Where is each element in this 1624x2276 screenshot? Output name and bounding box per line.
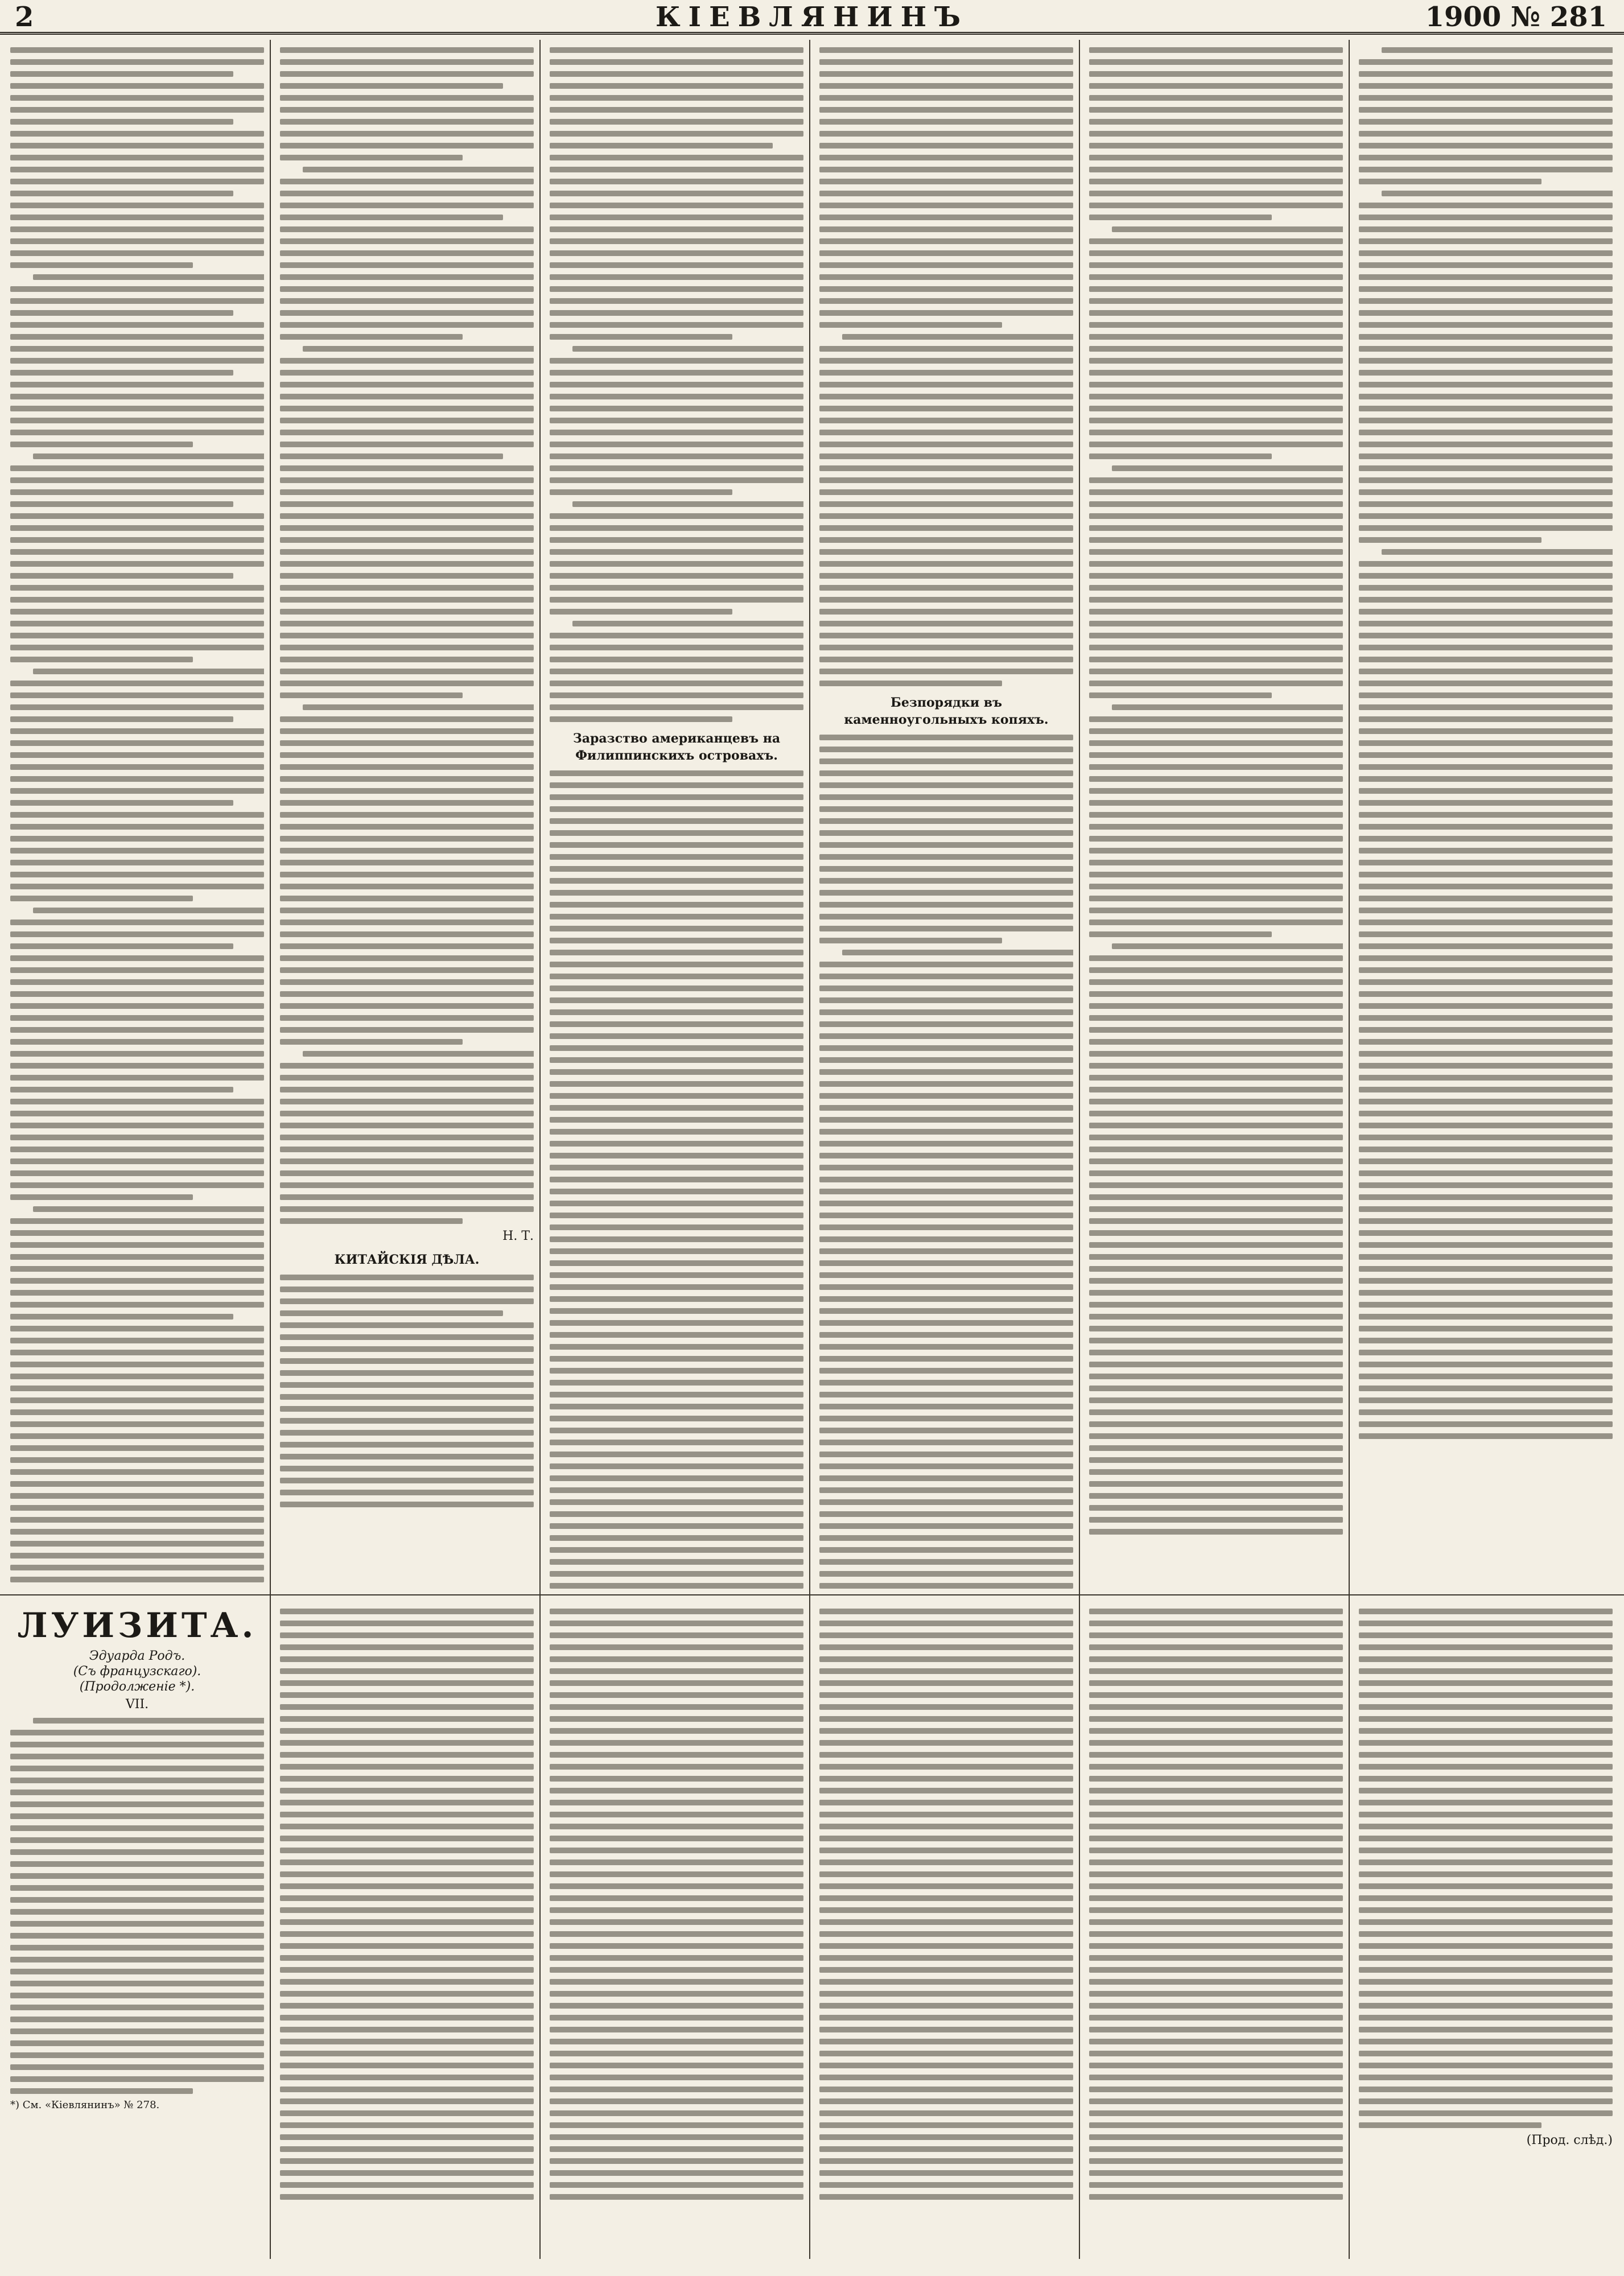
feuilleton-column-3	[550, 1602, 803, 2268]
masthead	[0, 0, 1624, 35]
feuilleton-title: ЛУИЗИТА.	[17, 1606, 257, 1646]
page-number: 2	[15, 1, 34, 33]
feuilleton-column-5	[1089, 1602, 1343, 2268]
column-2	[280, 41, 534, 1589]
feuilleton-column-1	[10, 1602, 264, 2268]
feuilleton-translation: (Съ французскаго).	[73, 1664, 201, 1679]
column-rule	[270, 40, 271, 2259]
column-rule	[1349, 40, 1350, 2259]
feuilleton-separator	[0, 1594, 1624, 1595]
column-rule	[1079, 40, 1080, 2259]
feuilleton-chapter: VII.	[125, 1697, 149, 1712]
feuilleton-column-6	[1359, 1602, 1613, 2268]
feuilleton-author: Эдуарда Родъ.	[89, 1649, 186, 1663]
column-4	[819, 41, 1073, 1589]
column-rule	[539, 40, 541, 2259]
heading-chinese-affairs: КИТАЙСКІЯ ДѢЛА.	[334, 1252, 480, 1267]
feuilleton-continuation: (Продолженіе *).	[79, 1680, 195, 1694]
column-rule	[809, 40, 810, 2259]
issue-date-number: 1900 № 281	[1425, 1, 1607, 33]
article-signature: Н. Т.	[502, 1229, 534, 1243]
heading-philippines: Заразство американцевъ на Филиппинскихъ островахъ.	[572, 731, 781, 763]
column-5	[1089, 41, 1343, 1589]
feuilleton-column-2	[280, 1602, 534, 2268]
column-3	[550, 41, 803, 1589]
feuilleton-footnote: *) См. «Кіевлянинъ» № 278.	[10, 2099, 160, 2111]
column-6	[1359, 41, 1613, 1589]
heading-coal-mines: Безпорядки въ каменноугольныхъ копяхъ.	[844, 695, 1049, 727]
feuilleton-end-note: (Прод. слѣд.)	[1526, 2133, 1613, 2147]
newspaper-title: КІЕВЛЯНИНЪ	[655, 1, 968, 33]
column-1	[10, 41, 264, 1589]
feuilleton-column-4	[819, 1602, 1073, 2268]
